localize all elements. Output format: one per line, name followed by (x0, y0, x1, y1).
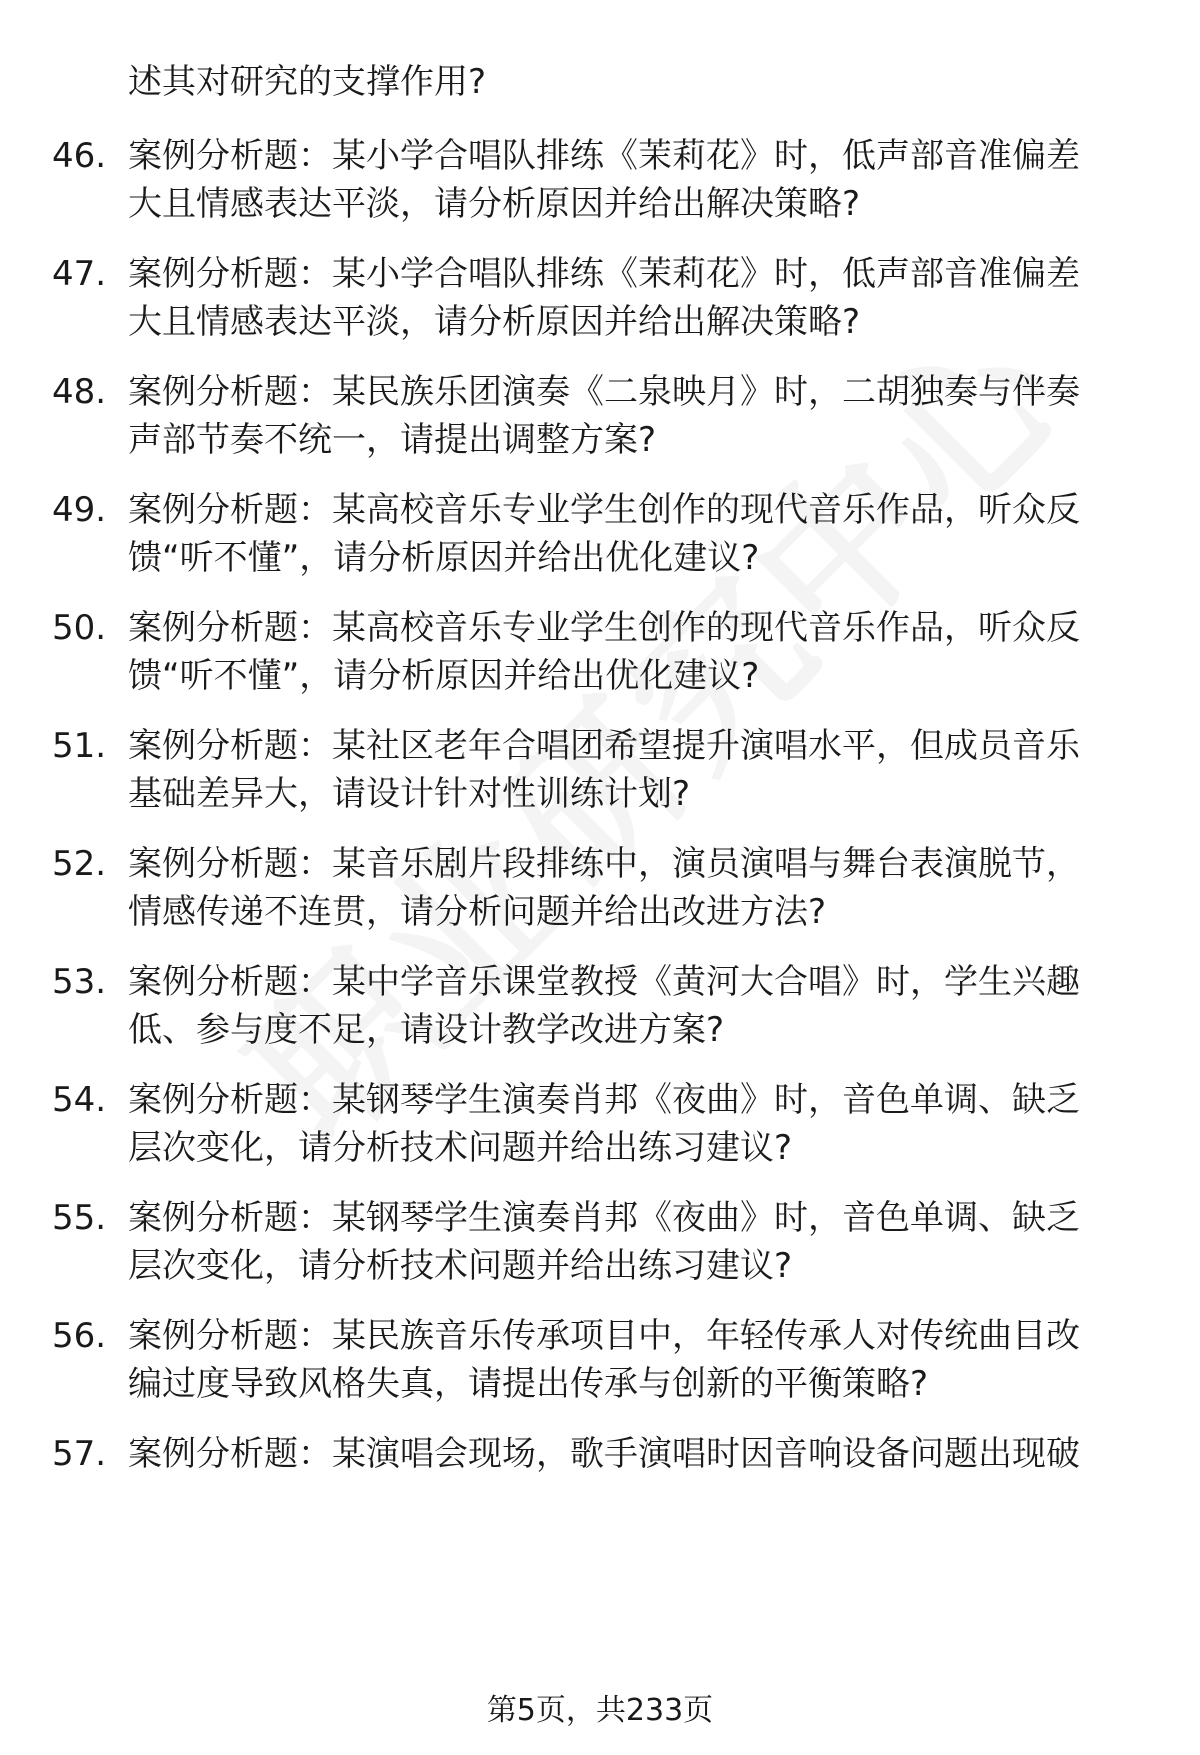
question-text: 案例分析题：某中学音乐课堂教授《黄河大合唱》时，学生兴趣 低、参与度不足，请设计教学改进方案? (128, 962, 1080, 1050)
question-number: 49. (52, 490, 107, 530)
question-text: 案例分析题：某高校音乐专业学生创作的现代音乐作品，听众反 馈“听不懂”，请分析原因并给出优化建议? (128, 490, 1080, 578)
question-number: 46. (52, 136, 107, 176)
question-text: 案例分析题：某民族乐团演奏《二泉映月》时，二胡独奏与伴奏 声部节奏不统一，请提出调整方案? (128, 372, 1080, 460)
question-number: 47. (52, 254, 107, 294)
question-number: 54. (52, 1080, 107, 1120)
question-number: 48. (52, 372, 107, 412)
question-text: 案例分析题：某钢琴学生演奏肖邦《夜曲》时，音色单调、缺乏 层次变化，请分析技术问题并给出练习建议? (128, 1198, 1080, 1286)
question-text: 案例分析题：某社区老年合唱团希望提升演唱水平，但成员音乐 基础差异大，请设计针对性训练计划? (128, 726, 1080, 814)
question-text: 案例分析题：某小学合唱队排练《茉莉花》时，低声部音准偏差 大且情感表达平淡，请分析原因并给出解决策略? (128, 254, 1080, 342)
question-number: 50. (52, 608, 107, 648)
question-text: 案例分析题：某演唱会现场，歌手演唱时因音响设备问题出现破 (128, 1434, 1080, 1474)
question-number: 51. (52, 726, 107, 766)
question-text: 案例分析题：某音乐剧片段排练中，演员演唱与舞台表演脱节， 情感传递不连贯，请分析问题并给出改进方法? (128, 844, 1080, 932)
question-text: 案例分析题：某小学合唱队排练《茉莉花》时，低声部音准偏差 大且情感表达平淡，请分析原因并给出解决策略? (128, 136, 1080, 224)
continued-text: 述其对研究的支撑作用? (128, 62, 487, 102)
question-number: 53. (52, 962, 107, 1002)
question-text: 案例分析题：某钢琴学生演奏肖邦《夜曲》时，音色单调、缺乏 层次变化，请分析技术问题并给出练习建议? (128, 1080, 1080, 1168)
question-number: 56. (52, 1316, 107, 1356)
question-number: 52. (52, 844, 107, 884)
question-text: 案例分析题：某民族音乐传承项目中，年轻传承人对传统曲目改 编过度导致风格失真，请提出传承与创新的平衡策略? (128, 1316, 1080, 1404)
page-footer: 第5页，共233页 (486, 1693, 714, 1728)
question-number: 55. (52, 1198, 107, 1238)
question-number: 57. (52, 1434, 107, 1474)
question-text: 案例分析题：某高校音乐专业学生创作的现代音乐作品，听众反 馈“听不懂”，请分析原因并给出优化建议? (128, 608, 1080, 696)
